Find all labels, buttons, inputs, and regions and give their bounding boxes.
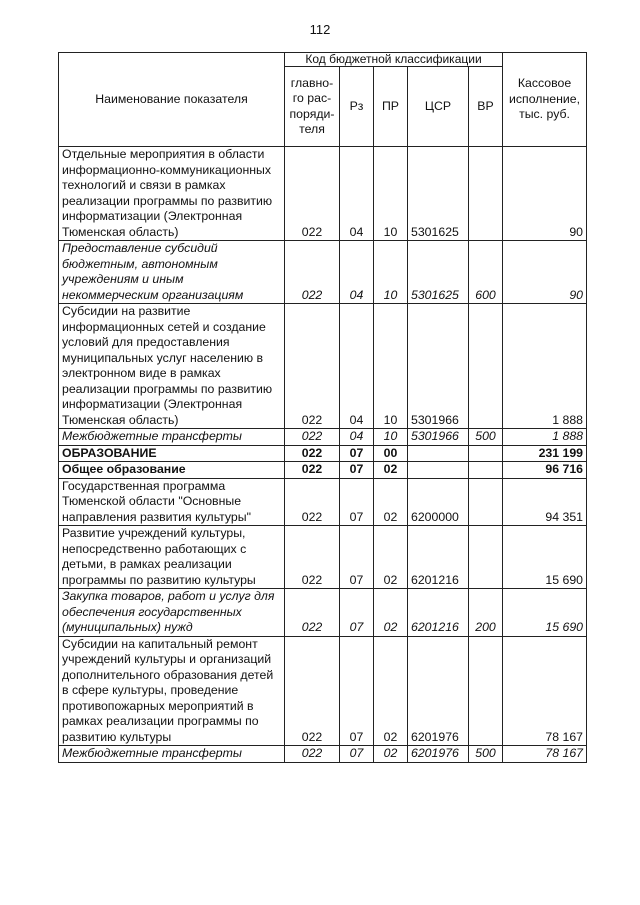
table-row: [59, 746, 587, 763]
header-cash-execution: Кассовое исполнение, тыс. руб.: [503, 53, 587, 147]
row-rz: 07: [340, 462, 374, 479]
row-sum: 90: [503, 241, 587, 304]
row-csr: 6201216: [408, 589, 469, 637]
row-gr: 022: [285, 241, 340, 304]
table-row: [59, 147, 587, 241]
row-csr: [408, 445, 469, 462]
row-name: Государственная программа Тюменской области "Основные направления развития культуры": [59, 478, 285, 526]
row-name: ОБРАЗОВАНИЕ: [59, 445, 285, 462]
row-csr: 5301625: [408, 147, 469, 241]
table-row: [59, 304, 587, 429]
table-row: [59, 526, 587, 589]
row-vr: 500: [469, 746, 503, 763]
header-indicator-name: Наименование показателя: [59, 53, 285, 147]
row-name: Отдельные мероприятия в области информационно-коммуникационных технологий и связи в рамках реализации программы по развитию информатизации (Электронная Тюменская область): [59, 147, 285, 241]
row-vr: [469, 478, 503, 526]
header-chief-administrator: главно-го рас-поряди-теля: [285, 67, 340, 147]
row-pr: 02: [374, 636, 408, 746]
row-vr: [469, 462, 503, 479]
row-pr: 02: [374, 589, 408, 637]
row-csr: [408, 462, 469, 479]
table-row: [59, 478, 587, 526]
row-gr: 022: [285, 636, 340, 746]
table-row: [59, 462, 587, 479]
row-pr: 02: [374, 478, 408, 526]
row-csr: 5301625: [408, 241, 469, 304]
row-rz: 07: [340, 478, 374, 526]
row-rz: 07: [340, 636, 374, 746]
row-vr: 600: [469, 241, 503, 304]
row-csr: 6201216: [408, 526, 469, 589]
row-gr: 022: [285, 478, 340, 526]
table-row: [59, 445, 587, 462]
row-gr: 022: [285, 526, 340, 589]
row-vr: 200: [469, 589, 503, 637]
row-rz: 04: [340, 304, 374, 429]
row-sum: 1 888: [503, 304, 587, 429]
row-sum: 78 167: [503, 746, 587, 763]
table-row: [59, 589, 587, 637]
row-pr: 02: [374, 746, 408, 763]
row-gr: 022: [285, 429, 340, 446]
header-code-group: Код бюджетной классификации: [285, 53, 503, 67]
row-name: Предоставление субсидий бюджетным, автономным учреждениям и иным некоммерческим организациям: [59, 241, 285, 304]
budget-execution-table: [58, 52, 587, 763]
row-name: Общее образование: [59, 462, 285, 479]
row-sum: 78 167: [503, 636, 587, 746]
header-target-item: ЦСР: [408, 67, 469, 147]
row-gr: 022: [285, 746, 340, 763]
row-name: Межбюджетные трансферты: [59, 746, 285, 763]
row-rz: 07: [340, 526, 374, 589]
row-pr: 00: [374, 445, 408, 462]
page-number: 112: [309, 22, 331, 37]
header-row-top: [59, 53, 587, 67]
row-gr: 022: [285, 147, 340, 241]
row-pr: 10: [374, 241, 408, 304]
row-csr: 6201976: [408, 746, 469, 763]
row-name: Закупка товаров, работ и услуг для обеспечения государственных (муниципальных) нужд: [59, 589, 285, 637]
row-rz: 04: [340, 147, 374, 241]
row-vr: [469, 304, 503, 429]
row-gr: 022: [285, 445, 340, 462]
row-sum: 15 690: [503, 589, 587, 637]
row-sum: 96 716: [503, 462, 587, 479]
row-pr: 10: [374, 429, 408, 446]
row-csr: 6200000: [408, 478, 469, 526]
row-name: Межбюджетные трансферты: [59, 429, 285, 446]
row-vr: [469, 147, 503, 241]
header-section: Рз: [340, 67, 374, 147]
row-csr: 5301966: [408, 429, 469, 446]
row-gr: 022: [285, 304, 340, 429]
row-sum: 1 888: [503, 429, 587, 446]
row-vr: 500: [469, 429, 503, 446]
row-rz: 07: [340, 746, 374, 763]
row-rz: 04: [340, 429, 374, 446]
table-row: [59, 429, 587, 446]
row-vr: [469, 636, 503, 746]
row-vr: [469, 526, 503, 589]
row-pr: 02: [374, 526, 408, 589]
row-sum: 94 351: [503, 478, 587, 526]
row-gr: 022: [285, 589, 340, 637]
row-sum: 90: [503, 147, 587, 241]
row-name: Развитие учреждений культуры, непосредственно работающих с детьми, в рамках реализации программы по развитию культуры: [59, 526, 285, 589]
row-gr: 022: [285, 462, 340, 479]
row-pr: 10: [374, 147, 408, 241]
row-pr: 02: [374, 462, 408, 479]
row-rz: 07: [340, 445, 374, 462]
row-csr: 6201976: [408, 636, 469, 746]
row-sum: 15 690: [503, 526, 587, 589]
row-name: Субсидии на капитальный ремонт учреждений культуры и организаций дополнительного образования детей в сфере культуры, проведение противопожарных мероприятий в рамках реализации программы по развитию культуры: [59, 636, 285, 746]
table-row: [59, 636, 587, 746]
row-csr: 5301966: [408, 304, 469, 429]
row-rz: 07: [340, 589, 374, 637]
table-row: [59, 241, 587, 304]
row-rz: 04: [340, 241, 374, 304]
row-pr: 10: [374, 304, 408, 429]
header-subsection: ПР: [374, 67, 408, 147]
row-sum: 231 199: [503, 445, 587, 462]
row-name: Субсидии на развитие информационных сетей и создание условий для предоставления муниципальных услуг населению в электронном виде в рамках реализации программы по развитию информатизации (Электронная Тюменская область): [59, 304, 285, 429]
row-vr: [469, 445, 503, 462]
header-expense-type: ВР: [469, 67, 503, 147]
